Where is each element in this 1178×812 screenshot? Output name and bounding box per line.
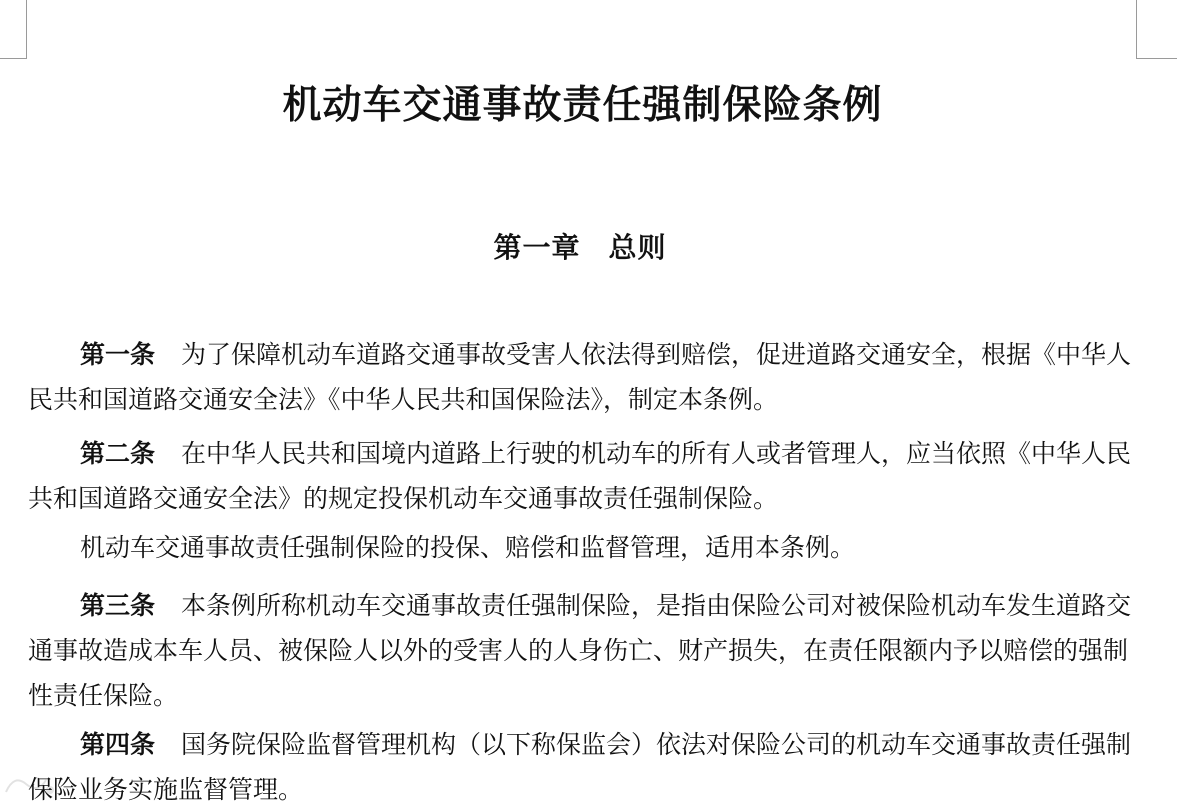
article-label: 第四条	[80, 730, 156, 759]
chapter-heading	[0, 226, 1160, 266]
watermark-icon	[2, 770, 58, 800]
crop-mark-top-right	[1136, 0, 1177, 59]
chapter-number: 第一章	[493, 231, 581, 264]
article-text: 在中华人民共和国境内道路上行驶的机动车的所有人或者管理人，应当依照《中华人民共和国道路交通安全法》的规定投保机动车交通事故责任强制保险。	[28, 439, 1132, 513]
article-label: 第三条	[80, 591, 156, 620]
article-text: 为了保障机动车道路交通事故受害人依法得到赔偿，促进道路交通安全，根据《中华人民共和国道路交通安全法》《中华人民共和国保险法》，制定本条例。	[28, 340, 1132, 414]
article-text: 国务院保险监督管理机构（以下称保监会）依法对保险公司的机动车交通事故责任强制保险业务实施监督管理。	[28, 730, 1132, 804]
article-1	[28, 332, 1138, 422]
article-4	[28, 722, 1138, 812]
article-2	[28, 431, 1138, 521]
watermark-logo	[2, 770, 62, 802]
chapter-name: 总则	[608, 231, 667, 264]
article-text: 机动车交通事故责任强制保险的投保、赔偿和监督管理，适用本条例。	[80, 533, 856, 562]
article-3	[28, 583, 1138, 718]
article-2-paragraph-2	[28, 525, 1138, 570]
article-label: 第二条	[80, 439, 156, 468]
crop-mark-top-left	[0, 0, 27, 59]
article-text: 本条例所称机动车交通事故责任强制保险，是指由保险公司对被保险机动车发生道路交通事故造成本车人员、被保险人以外的受害人的人身伤亡、财产损失，在责任限额内予以赔偿的强制性责任保险。	[28, 591, 1132, 710]
document-title: 机动车交通事故责任强制保险条例	[282, 83, 883, 128]
article-label: 第一条	[80, 340, 156, 369]
